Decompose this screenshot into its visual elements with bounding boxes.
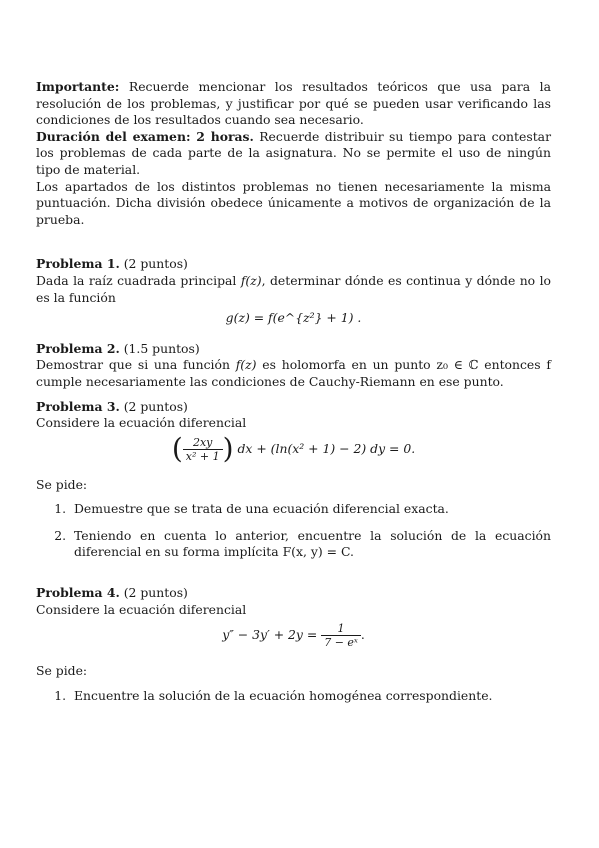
problem-4-items	[36, 688, 551, 705]
problem-1-text-b: , determinar dónde es continua y dónde no lo es la función	[36, 272, 551, 305]
list-item: 2. Teniendo en cuenta lo anterior, encuentre la solución de la ecuación diferencial en su forma implícita F(x, y) = C.	[70, 528, 551, 561]
list-item: 1. Encuentre la solución de la ecuación homogénea correspondiente.	[70, 688, 551, 705]
problem-3-asks: Se pide:	[36, 476, 88, 492]
problem-1-title: Problema 1.	[36, 256, 120, 272]
left-paren: (	[171, 431, 183, 465]
problem-3-title: Problema 3.	[36, 398, 120, 414]
problem-2-text-a: Demostrar que si una función	[36, 357, 236, 373]
problem-3-fraction	[183, 436, 223, 463]
important-note	[36, 79, 551, 129]
problem-1-heading	[36, 256, 551, 273]
problem-4-points: (2 puntos)	[119, 585, 188, 601]
problem-1-points: (2 puntos)	[119, 256, 188, 272]
problem-2-statement	[36, 357, 551, 390]
problem-2-func: f(z)	[235, 357, 257, 373]
problem-1-func: f(z)	[240, 272, 262, 288]
problem-4-heading	[36, 585, 551, 602]
problem-1-equation: g(z) = f(e^{z²} + 1) .	[225, 310, 362, 326]
exam-page	[36, 79, 551, 714]
problem-1	[36, 256, 551, 326]
duration-label: Duración del examen: 2 horas.	[36, 128, 254, 144]
fraction-numerator: 2xy	[183, 436, 223, 450]
problem-1-text-a: Dada la raíz cuadrada principal	[36, 272, 241, 288]
exam-instructions	[36, 79, 551, 228]
problem-2	[36, 341, 551, 391]
duration-note	[36, 129, 551, 179]
problem-3-points: (2 puntos)	[119, 398, 188, 414]
important-text: Recuerde mencionar los resultados teóricos que usa para la resolución de los problemas, y justificar por qué se pueden usar verificando las condiciones de los resultados cuando sea necesario.	[36, 79, 551, 128]
problem-3-intro: Considere la ecuación diferencial	[36, 415, 247, 431]
right-paren: )	[222, 431, 234, 465]
problem-4-asks: Se pide:	[36, 663, 88, 679]
problem-4-title: Problema 4.	[36, 585, 120, 601]
problem-4-equation	[36, 622, 551, 649]
problem-3	[36, 399, 551, 562]
problem-2-title: Problema 2.	[36, 340, 120, 356]
problem-2-text-b: es holomorfa en un punto z₀ ∈ ℂ entonces f cumple necesariamente las condiciones de Cauchy-Riemann en ese punto.	[36, 357, 551, 389]
problem-2-points: (1.5 puntos)	[119, 340, 200, 356]
duration-text: Recuerde distribuir su tiempo para contestar los problemas de cada parte de la asignatura. No se permite el uso de ningún tipo de material.	[36, 128, 551, 177]
problem-4-fraction	[321, 622, 361, 649]
fraction-denominator: x² + 1	[185, 449, 220, 463]
problem-4-equation-left: y″ − 3y′ + 2y =	[222, 627, 322, 643]
problem-3-heading	[36, 399, 551, 416]
fraction-numerator: 1	[321, 622, 361, 636]
problem-2-heading	[36, 341, 551, 358]
problem-4-equation-end: .	[360, 627, 365, 643]
problem-4	[36, 585, 551, 704]
fraction-denominator: 7 − eˣ	[324, 636, 358, 650]
problem-3-items	[36, 501, 551, 561]
problem-3-equation-rest: dx + (ln(x² + 1) − 2) dy = 0.	[237, 440, 416, 456]
problem-4-intro: Considere la ecuación diferencial	[36, 601, 247, 617]
problem-1-statement	[36, 273, 551, 306]
list-item: 1. Demuestre que se trata de una ecuación diferencial exacta.	[70, 501, 551, 518]
problem-3-equation	[36, 431, 551, 465]
sections-note: Los apartados de los distintos problemas no tienen necesariamente la misma puntuación. Dicha división obedece únicamente a motivos de organización de la prueba.	[36, 178, 551, 227]
important-label: Importante:	[36, 79, 120, 94]
